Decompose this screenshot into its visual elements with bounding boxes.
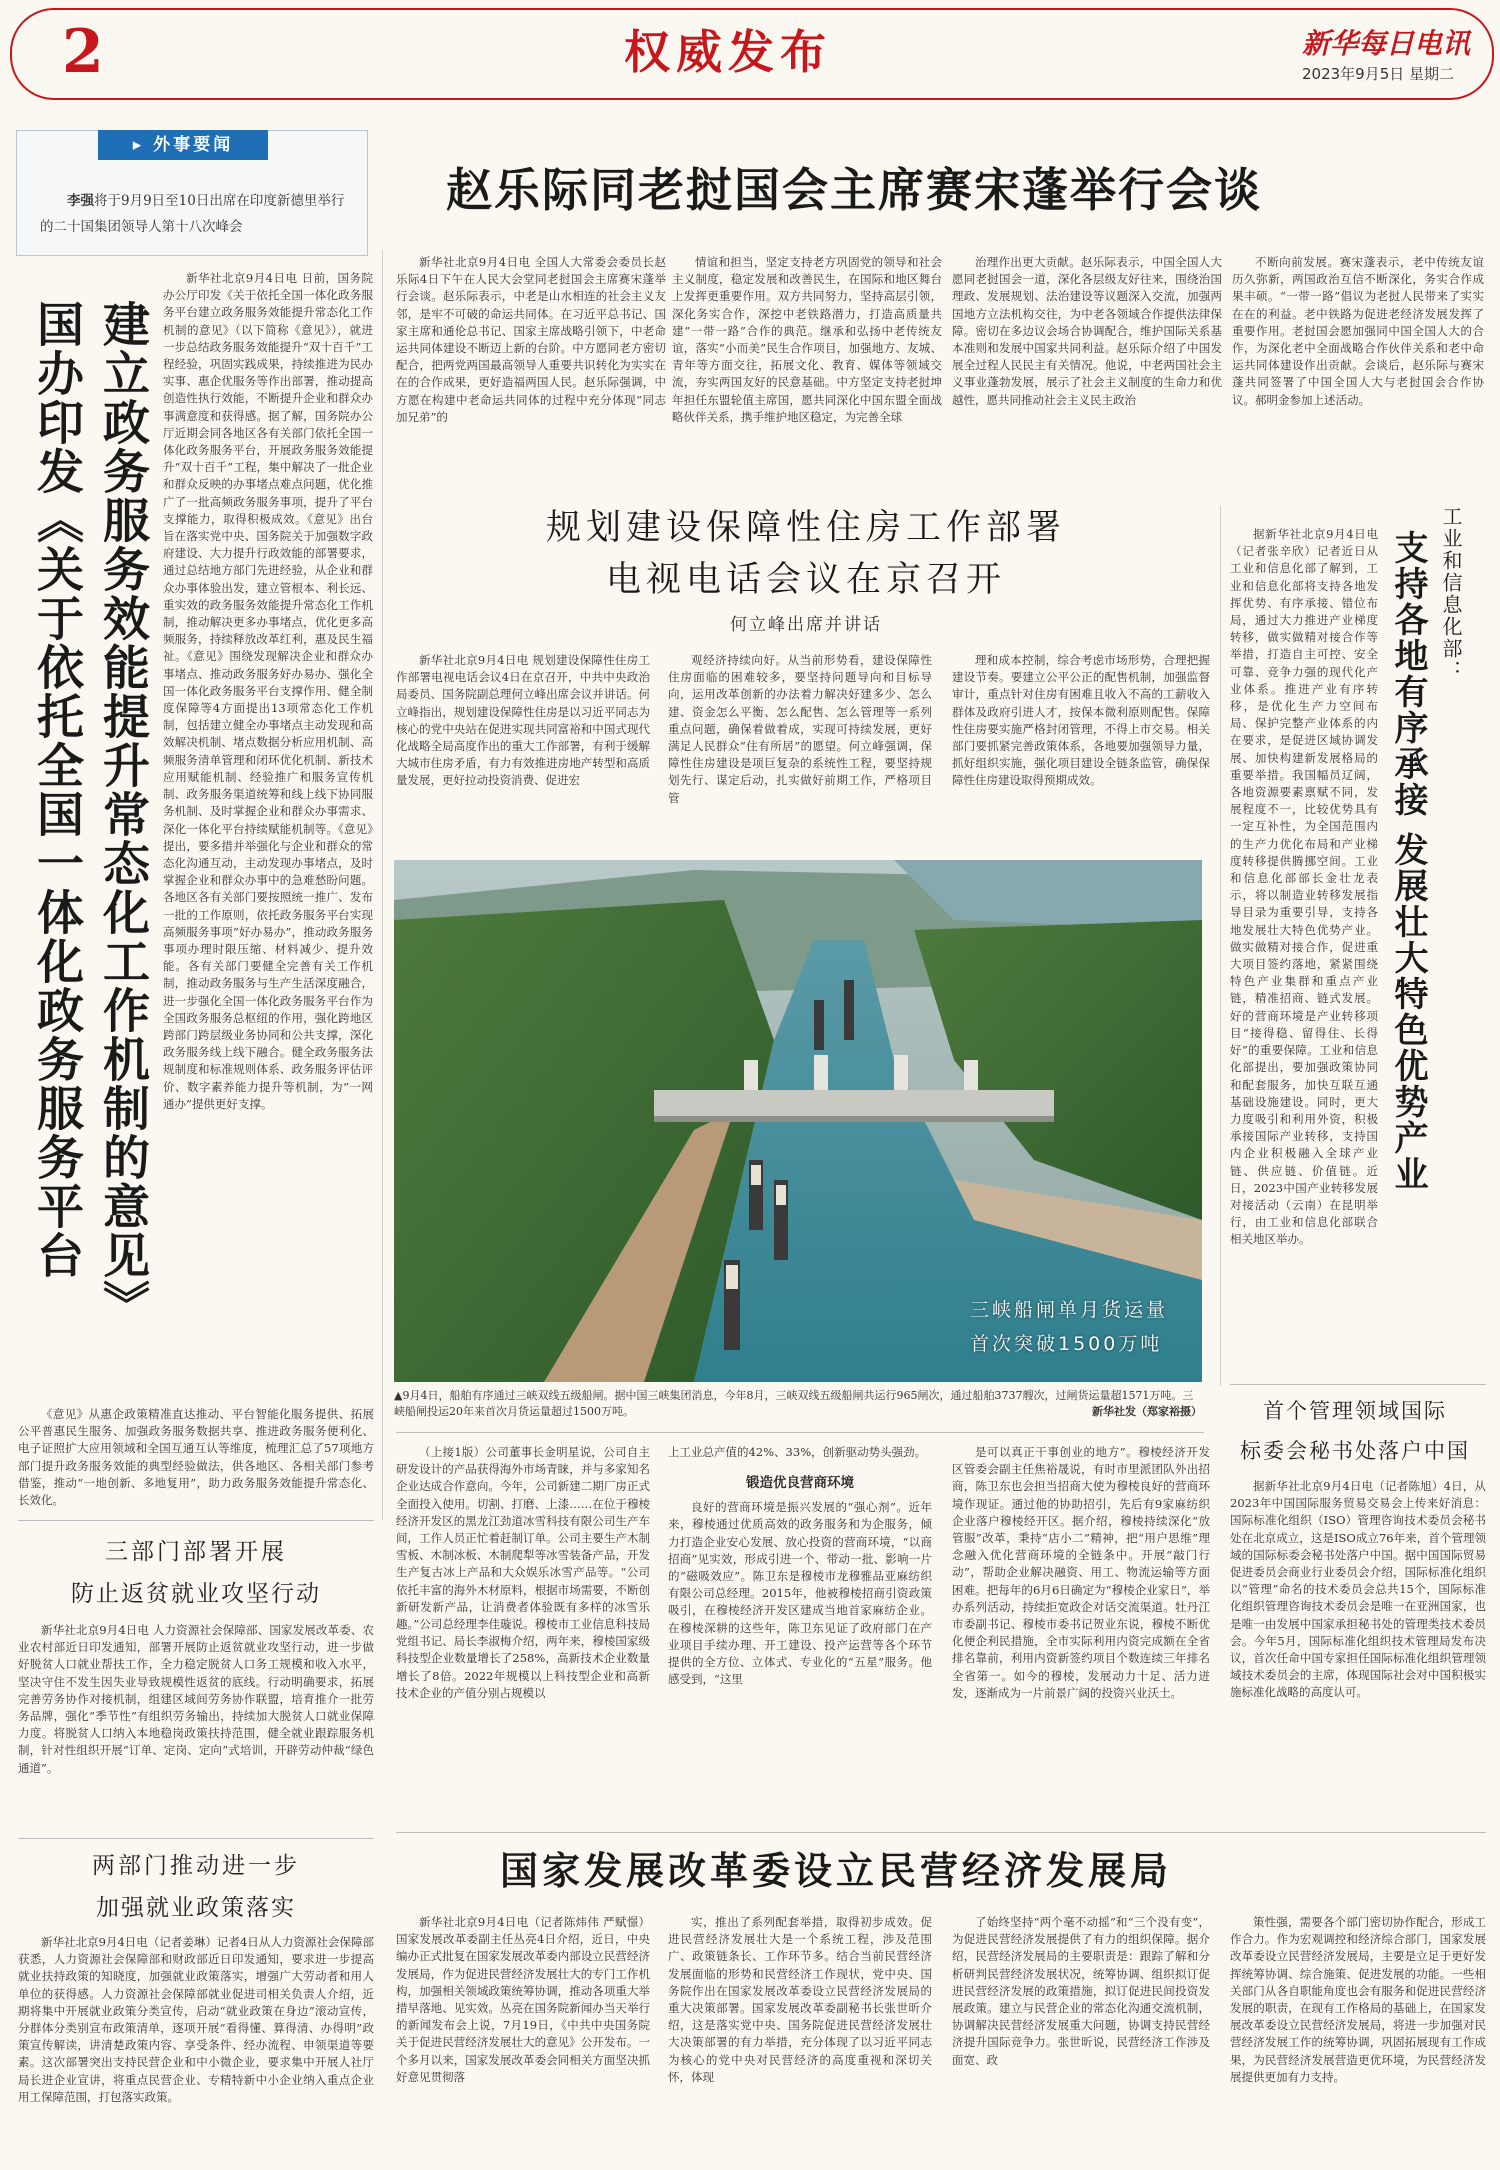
photo-caption-text: ▲9月4日，船舶有序通过三峡双线五级船闸。据中国三峡集团消息，今年8月，三峡双线五级船闸共运行965闸次，通过船舶3737艘次，过闸货运量超1571万吨。三峡船闸投运20年来首次月货运量超过1500万吨。 (394, 1389, 1194, 1418)
foreign-affairs-label (98, 130, 268, 160)
employ2-headline-1: 两部门推动进一步 (92, 1853, 300, 1879)
continued-col-1: （上接1版）公司董事长金明星说，公司自主研发设计的产品获得海外市场青睐，并与多家知名企业达成合作意向。今年，公司新建二期厂房正式全面投入使用。切割、打磨、上漆……在位于穆棱经济开发区的黑龙江劲道冰雪科技有限公司生产车间，工作人员正忙着赶制订单。公司主要生产木制雪板、木制冰板、木制爬犁等冰雪装备产品，开发生产复古冰上产品和大众娱乐冰雪产品等。“公司依托丰富的海外木材原料，根据市场需要，不断创新研发新产品，让消费者体验既有多样的冰雪乐趣。”公司总经理李佳璇说。穆棱市工业信息科技局党组书记、局长李淑梅介绍，两年来，穆棱国家级科技型企业数量增长了258%，高新技术企业数量增长了8倍。2022年规模以上科技型企业和高新技术企业的产值分别占规模以 (396, 1445, 650, 1700)
photo-credit: 新华社发（郑家裕摄） (1092, 1405, 1202, 1418)
housing-headline-1: 规划建设保障性住房工作部署 (545, 508, 1066, 548)
foreign-affairs-body: 将于9月9日至10日出席在印度新德里举行的二十国集团领导人第十八次峰会 (40, 193, 345, 235)
zhao-col-2: 情谊和担当，坚定支持老方巩固党的领导和社会主义制度，稳定发展和改善民生，在国际和地区舞台上发挥更重要作用。双方共同努力，坚持高层引领，深化务实合作，深挖中老铁路潜力，打造高质量共建“一带一路”合作的典范。继承和弘扬中老传统友谊，落实“小而美”民生合作项目，加强地方、友城、青年等方面交往，拓展文化、教育、媒体等领域交流，夯实两国友好的民意基础。中方坚定支持老挝坤年担任东盟轮值主席国，愿共同深化中国东盟全面战略伙伴关系，携手维护地区稳定，为完善全球 (672, 255, 942, 424)
continued-col-3: 是可以真正干事创业的地方”。穆棱经济开发区管委会副主任焦裕晟说，有时市里派团队外出招商，陈卫东也会担当招商大使为穆棱良好的营商环境作现证。通过他的协助招引，先后有9家麻纺织企业落户穆棱经开区。据介绍，穆棱持续深化“放管服”改革，秉持“店小二”精神，把“用户思维”理念融入优化营商环境的全链条中。开展“敲门行动”，帮助企业解决融资、用工、物流运输等方面困难。把每年的6月6日确定为“穆棱企业家日”，举办系列活动，持续拒宽政企对话交流渠道。牡丹江市委副书记、穆棱市委书记贺业东说，穆棱不断优化便企利民措施，全市实际利用内资完成额在全省排名靠前，利用内资新签约项目个数连续三年排名全省第一。如今的穆棱，发展动力十足、活力迸发，逐渐成为一片前景广阔的投资兴业沃土。 (952, 1445, 1210, 1700)
zhao-headline: 赵乐际同老挝国会主席赛宋蓬举行会谈 (446, 163, 1262, 217)
divider-mid-1 (396, 1432, 1204, 1433)
masthead (10, 8, 1494, 100)
housing-headline-2: 电视电话会议在京召开 (605, 560, 1006, 600)
housing-subhead: 何立峰出席并讲话 (730, 615, 882, 635)
issue-date: 2023年9月5日 星期二 (1302, 65, 1455, 83)
housing-col-2: 观经济持续向好。从当前形势看，建设保障性住房面临的困难较多，要坚持问题导向和目标导向，运用改革创新的办法着力解决好建多少、怎么建、资金怎么平衡、怎么配售、怎么管理等一系列重点问题，确保着做着成，实现可持续发展，更好满足人民群众“住有所居”的愿望。何立峰强调，保障性住房建设是项巨复杂的系统性工程，要坚持规划先行、谋定后动，扎实做好前期工作，严格项目管 (668, 653, 932, 805)
divider-left-2 (18, 1838, 374, 1839)
mic-headline: 支持各地有序承接 发展壮大特色优势产业 (1388, 530, 1428, 1192)
ndrc-headline: 国家发展改革委设立民营经济发展局 (500, 1849, 1173, 1893)
zhao-col-3: 治理作出更大贡献。赵乐际表示，中国全国人大愿同老挝国会一道，深化各层级友好往来，围绕治国理政、发展规划、法治建设等议题深入交流，加强两国地方立法机构交往，为中老各领域合作提供法律保障。密切在多边议会场合协调配合，维护国际关系基本准则和发展中国家共同利益。赵乐际介绍了中国发展全过程人民民主有关情况。他说，中老两国社会主义事业蓬勃发展，展示了社会主义制度的生命力和优越性，愿共同推动社会主义民主政治 (952, 255, 1222, 407)
guowuyuan-headline-right: 国办印发《关于依托全国一体化政务服务平台 (29, 300, 84, 1280)
iso-headline-2: 标委会秘书处落户中国 (1240, 1439, 1470, 1463)
ndrc-col-3: 了始终坚持“两个毫不动摇”和“三个没有变”，为促进民营经济发展提供了有力的组织保障。据介绍，民营经济发展局的主要职责是：跟踪了解和分析研判民营经济发展状况，统筹协调、组织拟订促进民营经济发展的政策措施，拟订促进民间投资发展政策。建立与民营企业的常态化沟通交流机制，协调解决民营经济发展重大问题，协调支持民营经济提升国际竞争力。张世昕说，民营经济工作涉及面宽、政 (952, 1915, 1210, 2067)
divider-bottom (396, 1832, 1486, 1833)
mic-text-upper (1230, 526, 1378, 1266)
page-number: 2 (62, 17, 104, 87)
guowuyuan-bottom-text: 《意见》从惠企政策精准直达推动、平台智能化服务提供、拓展公平普惠民生服务、加强政务服务数据共享、推进政务服务便利化、电子证照扩大应用领域和全国互通互认等维度，梳理汇总了57项地方部门提升政务服务效能的典型经验做法，供各地区、各相关部门参考借鉴，推动“一地创新、多地复用”，助力政务服务效能提升常态化、长效化。 (18, 1407, 374, 1508)
foreign-affairs-text (40, 188, 350, 240)
continued-col-2-top: 上工业总产值的42%、33%，创新驱动势头强劲。 (668, 1445, 927, 1459)
ndrc-col-2: 实，推出了系列配套举措，取得初步成效。促进民营经济发展壮大是一个系统工程，涉及范围广、政策链条长、工作环节多。结合当前民营经济发展面临的形势和民营经济工作现状，党中央、国务院作出在国家发展改革委设立民营经济发展局的重大决策部署。国家发展改革委副秘书长张世昕介绍，这是落实党中央、国务院促进民营经济发展壮大决策部署的有力举措，充分体现了以习近平同志为核心的党中央对民营经济的高度重视和深切关怀，体现 (668, 1915, 932, 2084)
employ1-headline-1: 三部门部署开展 (105, 1539, 287, 1565)
iso-text: 据新华社北京9月4日电（记者陈旭）4日，从2023年中国国际服务贸易交易会上传来好消息：国际标准化组织（ISO）管理咨询技术委员会秘书处在北京成立，这是ISO成立76年来，首个管理领域的国际标委会秘书处落户中国。据中国国际贸易促进委员会商业行业委员会介绍，国际标准化组织以“管理”命名的技术委员会总共15个，国际标准化组织管理咨询技术委员会是唯一在亚洲国家，也是唯一由发展中国家承担秘书处的管理类技术委员会。今年5月，国际标准化组织技术管理局发布决议，首次任命中国专家担任国际标准化组织管理领域技术委员会的主席，体现国际社会对中国积极实施标准化战略的高度认可。 (1230, 1479, 1486, 1700)
column-divider-right (1220, 506, 1221, 1386)
foreign-affairs-label-text: 外事要闻 (153, 135, 234, 155)
column-divider-left (382, 250, 383, 1520)
guowuyuan-headline-left: 建立政务服务效能提升常态化工作机制的意见》 (95, 300, 150, 1329)
zhao-col-4: 不断向前发展。赛宋蓬表示，老中传统友谊历久弥新，两国政治互信不断深化，务实合作成果丰硕。“一带一路”倡议为老挝人民带来了实实在在的利益。老中铁路为促进老经济发展发挥了重要作用。老挝国会愿加强同中国全国人大的合作，为深化老中全面战略合作伙伴关系和老中命运共同体建设作出贡献。会谈后，赵乐际与赛宋蓬共同签署了中国全国人大与老挝国会合作协议。郝明金参加上述活动。 (1232, 255, 1484, 407)
continued-col-2 (668, 1444, 932, 1816)
employ1-text: 新华社北京9月4日电 人力资源社会保障部、国家发展改革委、农业农村部近日印发通知，部署开展防止返贫就业攻坚行动，进一步做好脱贫人口就业帮扶工作，全力稳定脱贫人口务工规模和收入水平，坚决守住不发生因失业导致规模性返贫的底线。行动明确要求，拓展完善劳务协作对接机制，组建区域间劳务协作联盟，培育推介一批劳务品牌，强化“季节性”有组织劳务输出，持续加大脱贫人口就业保障力度。将脱贫人口纳入本地稳岗政策扶持范围，健全就业跟踪服务机制，针对性组织开展“订单、定岗、定向”式培训，开辟劳动仲裁“绿色通道”。 (18, 1623, 374, 1775)
employ2-text: 新华社北京9月4日电（记者姜琳）记者4日从人力资源社会保障部获悉，人力资源社会保障部和财政部近日印发通知，要求进一步提高就业扶持政策的知晓度，加强就业政策落实，增强广大劳动者和用人单位的获得感。人力资源社会保障部就业促进司相关负责人介绍，近期将集中开展就业政策分类宣传，启动“就业政策在身边”滚动宣传，分群体分类别宣布政策清单，逐项开展“看得懂、算得清、办得明”政策宣传解读，讲清楚政策内容、享受条件、经办流程、申领渠道等要素。这次部署突出支持民营企业和中小微企业，要求集中开展人社厅局长进企业宣讲，将重点民营企业、专精特新中小企业纳入重点企业用工保障范围，打包落实政策。 (18, 1935, 374, 2104)
ndrc-col-4: 策性强，需要各个部门密切协作配合，形成工作合力。作为宏观调控和经济综合部门，国家发展改革委设立民营经济发展局，主要是立足于更好发挥统筹协调、综合施策、促进发展的功能。一些相关部门从各自职能角度也会有服务和促进民营经济发展的职责，在现有工作格局的基础上，在国家发展改革委设立民营经济发展局，将进一步加强对民营经济发展工作的统筹协调，巩固拓展现有工作成果，为民营经济发展营造更优环境，为民营经济发展提供更加有力支持。 (1230, 1915, 1486, 2084)
mic-text-body: 据新华社北京9月4日电（记者张辛欣）记者近日从工业和信息化部了解到，工业和信息化部将支持各地发挥优势、有序承接、错位布局，通过大力推进产业梯度转移，做实做精对接合作等举措，打造自主可控、安全可靠、竞争力强的现代化产业体系。推进产业有序转移，是优化生产力空间布局、保护完整产业体系的内在要求，是促进区域协调发展、加快构建新发展格局的重要举措。我国幅员辽阔，各地资源要素禀赋不同，发展程度不一，比较优势具有一定互补性，为全国范围内的生产力优化布局和产业梯度转移提供腾挪空间。工业和信息化部部长金壮龙表示，将以制造业转移发展指导目录为重要引导，支持各地发展壮大特色优势产业。做实做精对接合作，促进重大项目签约落地，紧紧围绕特色产业集群和重点产业链，精准招商、链式发展。好的营商环境是产业转移项目“接得稳、留得住、长得好”的重要保障。工业和信息化部提出，要加强政策协同和配套服务，加快互联互通基础设施建设。同时，更大力度吸引和利用外资，积极承接国际产业转移，支持国内企业积极融入全球产业链、供应链、价值链。近日，2023中国产业转移发展对接活动（云南）在昆明举行，由工业和信息化部联合相关地区举办。 (1230, 527, 1378, 1247)
iso-headline-1: 首个管理领域国际 (1263, 1399, 1447, 1423)
continued-subhead: 锻造优良营商环境 (746, 1475, 854, 1492)
employ2-headline-2: 加强就业政策落实 (96, 1895, 296, 1921)
divider-right-1 (1230, 1384, 1486, 1385)
paper-logo: 新华每日电讯 (1302, 27, 1471, 60)
ndrc-col-1: 新华社北京9月4日电（记者陈炜伟 严赋憬）国家发展改革委副主任丛亮4日介绍，近日，中央编办正式批复在国家发展改革委内部设立民营经济发展局，作为促进民营经济发展壮大的专门工作机构，加强相关领域政策统筹协调，推动各项重大举措早落地、见实效。丛亮在国务院新闻办当天举行的新闻发布会上说，7月19日，《中共中央国务院关于促进民营经济发展壮大的意见》公开发布。一个多月以来，国家发展改革委会同相关方面坚决抓好意见贯彻落 (396, 1915, 650, 2084)
housing-col-3: 理和成本控制，综合考虑市场形势，合理把握建设节奏。要建立公平公正的配售机制，加强监督审计，重点针对住房有困难且收入不高的工薪收入群体及政府引进人才，按保本微利原则配售。保障性住房要实施严格封闭管理，不得上市交易。相关部门要抓紧完善政策体系，各地要加强领导力量，抓好组织实施，强化项目建设全链条监管，确保保障性住房建设取得预期成效。 (952, 653, 1210, 788)
zhao-col-1: 新华社北京9月4日电 全国人大常委会委员长赵乐际4日下午在人民大会堂同老挝国会主席赛宋蓬举行会谈。赵乐际表示，中老是山水相连的社会主义友邻，是牢不可破的命运共同体。在习近平总书记、国家主席和通伦总书记、国家主席战略引领下，中老命运共同体建设不断迈上新的台阶。中方愿同老方密切配合，把两党两国最高领导人重要共识转化为实实在在的合作成果，更好造福两国人民。赵乐际强调，中方愿在构建中老命运共同体的过程中充分体现“同志加兄弟”的 (396, 255, 666, 424)
guowuyuan-main-text: 新华社北京9月4日电 日前，国务院办公厅印发《关于依托全国一体化政务服务平台建立政务服务效能提升常态化工作机制的意见》（以下简称《意见》），就进一步总结政务服务效能提升“双十百千”工程经验，巩固实践成果，持续推进为民办实事、惠企优服务等作出部署，推动提高创造性执行效能，不断提升企业和群众办事满意度和获得感。据了解，国务院办公厅近期会同各地区各有关部门依托全国一体化政务服务平台，开展政务服务效能提升“双十百千”工程，集中解决了一批企业和群众反映的办事堵点难点问题，优化推广了一批高频政务服务事项，提升了平台支撑能力，取得积极成效。《意见》出台旨在落实党中央、国务院关于加强数字政府建设、大力提升行政效能的部署要求，通过总结地方部门先进经验，从企业和群众办事体验出发，建立管根本、利长远、重实效的政务服务效能提升常态化工作机制，推动解决更多办事堵点，优化更多高频服务，持续释放改革红利，惠及民生福祉。《意见》围绕发现解决企业和群众办事堵点、推动政务服务好办易办、强化全国一体化政务服务平台支撑作用、健全制度保障等4方面提出13项常态化工作机制，包括建立健全办事堵点主动发现和高效解决机制、堵点数据分析应用机制、高频服务清单管理和闭环优化机制、新技术应用赋能机制、经验推广和服务宣传机制、政务服务渠道统筹和线上线下协同服务机制、及时掌握企业和群众办事需求、深化一体化平台持续赋能机制等。《意见》提出，要多措并举强化与企业和群众的常态化沟通互动，主动发现办事堵点，及时掌握企业和群众办事中的急难愁盼问题。各地区各有关部门要按照统一推广、发布一批的工作原则，依托政务服务平台实现高频服务事项“好办易办”，推动政务服务事项办理时限压缩、材料减少、提升效能。各有关部门要健全完善有关工作机制，推动政务服务与生产生活深度融合，进一步强化全国一体化政务服务平台作为全国政务服务总枢纽的作用，强化跨地区跨部门跨层级业务协同和公共支撑，深化政务服务线上线下融合。健全政务服务法规制度和标准规则体系、政务服务评估评价、数字素养能力提升等机制，为“一网通办”提供更好支撑。 (163, 271, 373, 1111)
photo-caption (394, 1388, 1202, 1420)
foreign-affairs-lead: 李强 (67, 193, 94, 209)
housing-col-1: 新华社北京9月4日电 规划建设保障性住房工作部署电视电话会议4日在京召开，中共中央政治局委员、国务院副总理何立峰出席会议并讲话。何立峰指出，规划建设保障性住房是以习近平同志为核心的党中央站在促进实现共同富裕和中国式现代化战略全局高度作出的重大工作部署，有利于缓解大城市住房矛盾，有力有效推进房地产转型和高质量发展，更好拉动投资消费、促进宏 (396, 653, 650, 788)
divider-left-1 (18, 1520, 374, 1521)
employ1-headline-2: 防止返贫就业攻坚行动 (71, 1581, 321, 1607)
label-arrow-icon: ▸ (132, 135, 154, 155)
photo-overlay-line-2: 首次突破1500万吨 (970, 1333, 1163, 1355)
photo-overlay-line-1: 三峡船闸单月货运量 (970, 1299, 1169, 1321)
mic-kicker: 工业和信息化部： (1439, 506, 1463, 682)
section-title: 权威发布 (624, 25, 832, 79)
continued-col-2-body: 良好的营商环境是振兴发展的“强心剂”。近年来，穆棱通过优质高效的政务服务和为企服务，倾力打造企业安心发展、放心投资的营商环境，“以商招商”见实效，形成引进一个、带动一批、影响一片的“磁吸效应”。陈卫东是穆棱市龙穆雅品亚麻纺织有限公司总经理。2015年，他被穆棱招商引资政策吸引，在穆棱经济开发区建成当地首家麻纺企业。在穆棱深耕的这些年，陈卫东见证了政府部门在产业项目手续办理、开工建设、投产运营等各个环节提供的全方位、立体式、专业化的“五星”服务。他感受到，“这里 (668, 1500, 932, 1687)
three-gorges-photo (394, 860, 1202, 1382)
